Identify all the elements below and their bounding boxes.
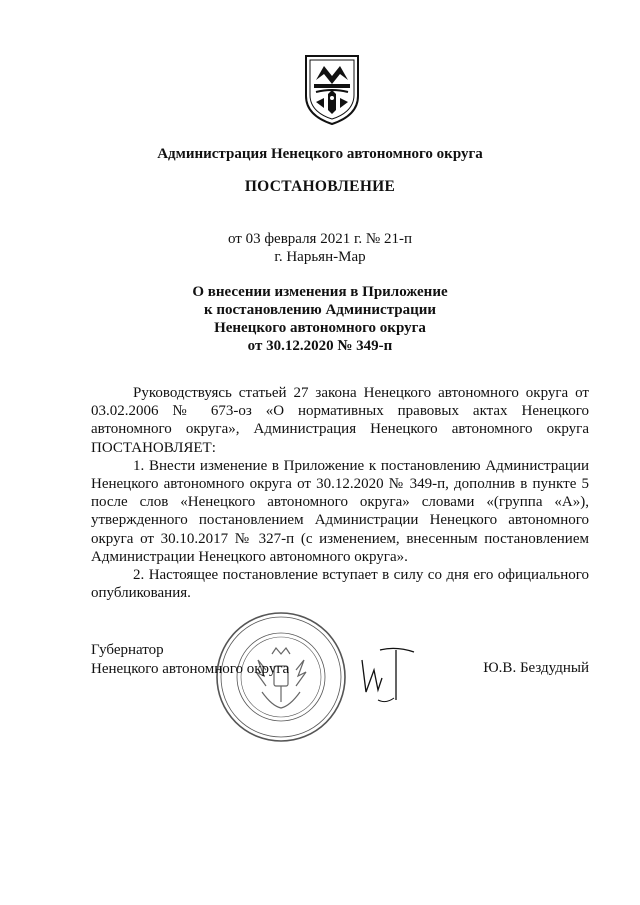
title-line: Ненецкого автономного округа [214, 320, 426, 336]
organization-name: Администрация Ненецкого автономного округа [157, 146, 483, 162]
date-number: от 03 февраля 2021 г. № 21-п [227, 231, 413, 247]
signatory-name: Ю.В. Бездудный [483, 660, 589, 676]
date-block [0, 230, 640, 266]
body-paragraph: Руководствуясь статьей 27 закона Ненецкого автономного округа от 03.02.2006 № 673-оз «О нормативных правовых актах Ненецкого автономного округа», Администрация Ненецкого автономного округа ПОСТАНОВЛЯЕТ: [91, 385, 589, 456]
title-line: от 30.12.2020 № 349-п [247, 338, 393, 354]
signature-icon [356, 630, 426, 716]
role-line: Губернатор [91, 642, 164, 658]
city: г. Нарьян-Мар [274, 249, 366, 265]
title-line: к постановлению Администрации [203, 302, 437, 318]
document-body [91, 384, 589, 602]
document-title [0, 283, 640, 355]
document-type: ПОСТАНОВЛЕНИЕ [244, 178, 396, 195]
body-paragraph: 2. Настоящее постановление вступает в силу со дня его официального опубликования. [91, 567, 589, 602]
role-line: Ненецкого автономного округа [91, 661, 290, 677]
title-line: О внесении изменения в Приложение [192, 284, 448, 300]
signatory-role [91, 641, 289, 679]
coat-of-arms-icon [302, 52, 362, 126]
body-paragraph: 1. Внести изменение в Приложение к постановлению Администрации Ненецкого автономного округа от 30.12.2020 № 349-п, дополнив в пункте 5 после слов «Ненецкого автономного округа» словами «(группа «А»), утвержденного постановлением Администрации Ненецкого автономного округа от 30.10.2017 № 327-п (с изменением, внесенным постановлением Администрации Ненецкого автономного округа». [91, 457, 589, 565]
